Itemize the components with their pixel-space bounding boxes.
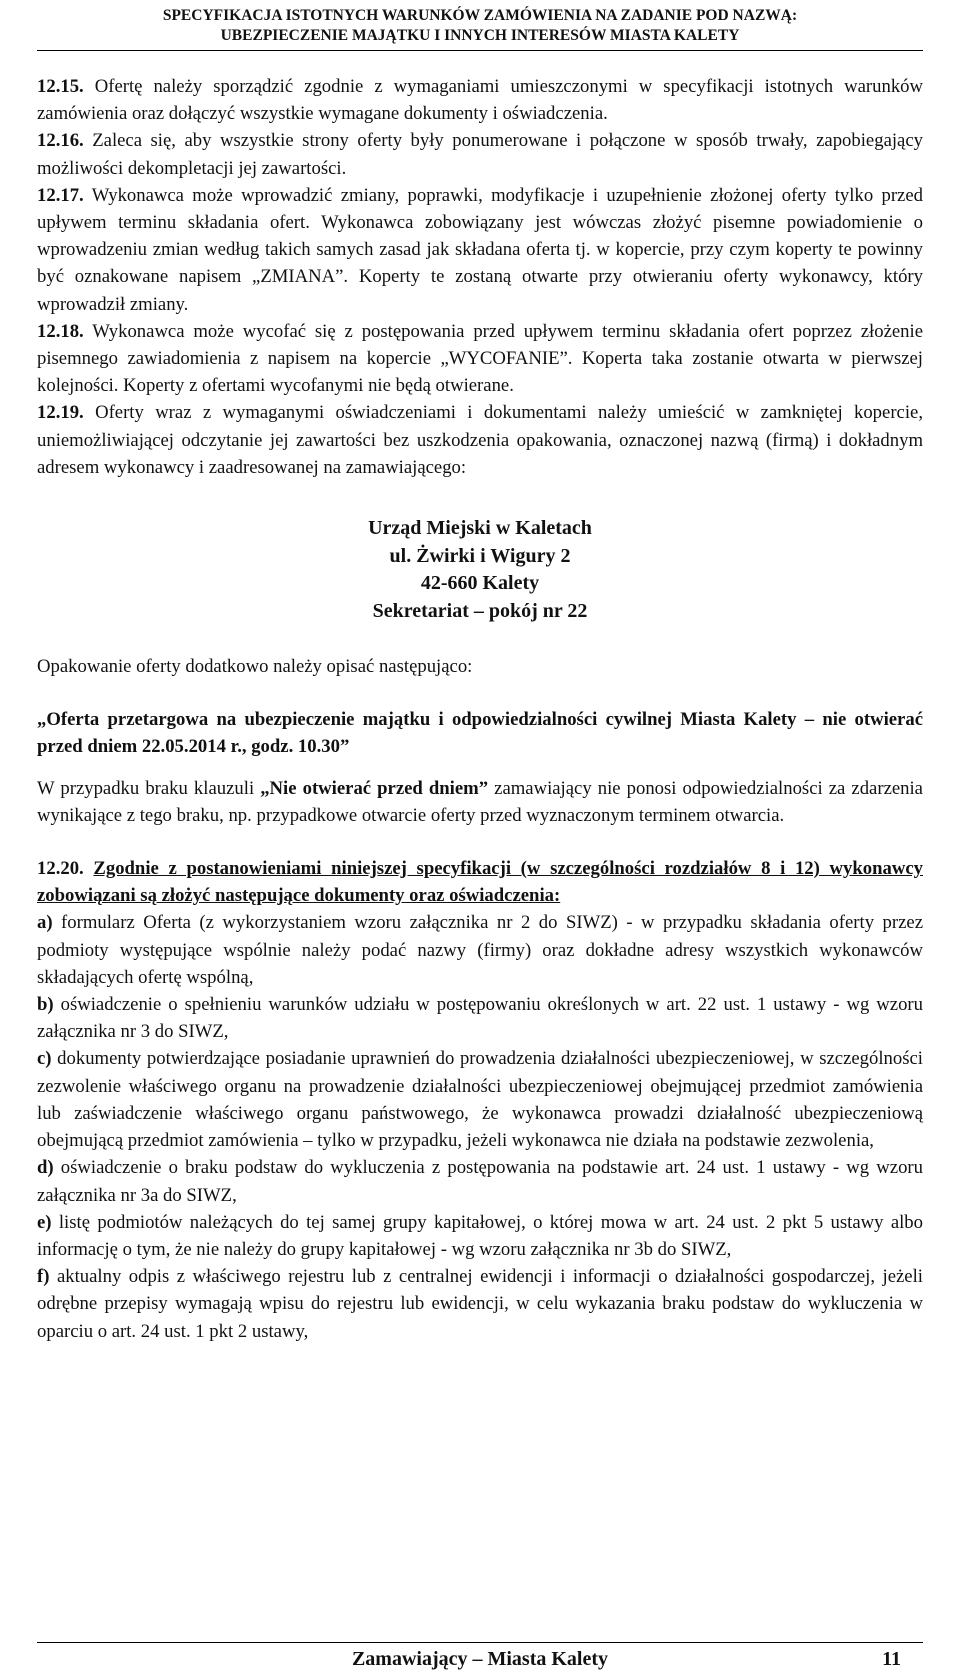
item-text: oświadczenie o spełnieniu warunków udziału w postępowaniu określonych w art. 22 ust. 1 ustawy - wg wzoru załącznika nr 3 do SIWZ, xyxy=(37,994,923,1043)
section-text: Wykonawca może wycofać się z postępowania przed upływem terminu składania ofert poprzez złożenie pisemnego zawiadomienia z napisem na kopercie „WYCOFANIE”. Koperta taka zostanie otwarta w pierwszej kolejności. Koperty z ofertami wycofanymi nie będą otwierane. xyxy=(37,320,923,397)
section-12-20 xyxy=(37,855,923,909)
header-line-2: UBEZPIECZENIE MAJĄTKU I INNYCH INTERESÓW MIASTA KALETY xyxy=(220,27,740,44)
header-divider xyxy=(37,50,923,51)
section-heading: Zgodnie z postanowieniami niniejszej specyfikacji (w szczególności rozdziałów 8 i 12) wykonawcy zobowiązani są złożyć następujące dokumenty oraz oświadczenia: xyxy=(37,858,923,907)
item-letter: d) xyxy=(37,1157,54,1179)
item-letter: f) xyxy=(37,1266,50,1288)
section-text: Wykonawca może wprowadzić zmiany, poprawki, modyfikacje i uzupełnienie złożonej oferty tylko przed upływem terminu składania ofert. Wykonawca zobowiązany jest wówczas złożyć pisemne powiadomienie o wprowadzeniu zmian według takich samych zasad jak składana oferta tj. w kopercie, przy czym koperty te powinny być oznakowane napisem „ZMIANA”. Koperty te zostaną otwarte przy otwieraniu oferty wykonawcy, który wprowadził zmiany. xyxy=(37,184,923,315)
item-text: oświadczenie o braku podstaw do wykluczenia z postępowania na podstawie art. 24 ust. 1 ustawy - wg wzoru załącznika nr 3a do SIWZ, xyxy=(37,1157,923,1206)
section-number: 12.16. xyxy=(37,130,84,152)
section-number: 12.15. xyxy=(37,76,84,97)
section-text: Zaleca się, aby wszystkie strony oferty były ponumerowane i połączone w sposób trwały, zapobiegający możliwości dekompletacji jej zawartości. xyxy=(37,130,923,179)
section-12-15 xyxy=(37,73,923,127)
address-line-4: Sekretariat – pokój nr 22 xyxy=(372,599,588,622)
item-letter: a) xyxy=(37,912,53,934)
list-item-d xyxy=(37,1154,923,1208)
item-letter: c) xyxy=(37,1048,52,1070)
clause-paragraph xyxy=(37,775,923,829)
item-text: aktualny odpis z właściwego rejestru lub z centralnej ewidencji i informacji o działalności gospodarczej, jeżeli odrębne przepisy wymagają wpisu do rejestru lub ewidencji, w celu wykazania braku podstaw do wykluczenia w oparciu o art. 24 ust. 1 pkt 2 ustawy, xyxy=(37,1266,923,1342)
item-text: listę podmiotów należących do tej samej grupy kapitałowej, o której mowa w art. 24 ust. 2 pkt 5 ustawy albo informację o tym, że nie należy do grupy kapitałowej - wg wzoru załącznika nr 3b do SIWZ, xyxy=(37,1211,923,1260)
clause-post: zamawiający nie ponosi odpowiedzialności za zdarzenia wynikające z tego braku, np. przypadkowe otwarcie oferty przed wyznaczonym terminem otwarcia. xyxy=(37,777,923,826)
list-item-f xyxy=(37,1263,923,1345)
list-item-a xyxy=(37,909,923,991)
address-line-2: ul. Żwirki i Wigury 2 xyxy=(389,544,571,567)
section-12-17 xyxy=(37,182,923,318)
page-header xyxy=(0,6,960,46)
item-text: formularz Oferta (z wykorzystaniem wzoru załącznika nr 2 do SIWZ) - w przypadku składania oferty przez podmioty występujące wspólnie należy podać nazwy (firmy) oraz dokładne adresy wszystkich wykonawców składających ofertę wspólną, xyxy=(37,912,923,988)
address-line-1: Urząd Miejski w Kaletach xyxy=(368,517,592,540)
footer-text: Zamawiający – Miasta Kalety xyxy=(351,1648,609,1670)
address-line-3: 42-660 Kalety xyxy=(420,572,540,595)
clause-pre: W przypadku braku klauzuli xyxy=(37,777,261,799)
list-item-c xyxy=(37,1045,923,1154)
list-item-e xyxy=(37,1209,923,1263)
section-text: Ofertę należy sporządzić zgodnie z wymaganiami umieszczonymi w specyfikacji istotnych warunków zamówienia oraz dołączyć wszystkie wymagane dokumenty i oświadczenia. xyxy=(37,76,923,125)
address-block xyxy=(37,515,923,625)
section-number: 12.20. xyxy=(37,858,84,880)
section-number: 12.19. xyxy=(37,402,84,424)
item-letter: e) xyxy=(37,1211,52,1233)
clause-bold: „Nie otwierać przed dniem” xyxy=(260,777,489,799)
item-letter: b) xyxy=(37,994,54,1016)
section-text: Oferty wraz z wymaganymi oświadczeniami i dokumentami należy umieścić w zamkniętej kopercie, uniemożliwiającej odczytanie jej zawartości bez uszkodzenia opakowania, oznaczonej nazwą (firmą) i dokładnym adresem wykonawcy i zaadresowanej na zamawiającego: xyxy=(37,402,923,478)
package-intro: Opakowanie oferty dodatkowo należy opisać następująco: xyxy=(37,656,473,678)
list-item-b xyxy=(37,991,923,1045)
section-12-18 xyxy=(37,318,923,400)
item-text: dokumenty potwierdzające posiadanie uprawnień do prowadzenia działalności ubezpieczeniowej, w szczególności zezwolenie właściwego organu na prowadzenie działalności ubezpieczeniowej obejmującej przedmiot zamówienia lub zaświadczenie właściwego organu państwowego, że wykonawca prowadzi działalność ubezpieczeniową obejmującą przedmiot zamówienia – tylko w przypadku, jeżeli wykonawca nie działa na podstawie zezwolenia, xyxy=(37,1048,923,1152)
section-12-19 xyxy=(37,399,923,481)
footer-divider xyxy=(37,1642,923,1643)
section-number: 12.17. xyxy=(37,184,84,206)
header-line-1: SPECYFIKACJA ISTOTNYCH WARUNKÓW ZAMÓWIENIA NA ZADANIE POD NAZWĄ: xyxy=(162,7,798,24)
page-number: 11 xyxy=(882,1648,901,1670)
section-12-16 xyxy=(37,127,923,181)
document-body xyxy=(37,73,923,1345)
package-label: „Oferta przetargowa na ubezpieczenie majątku i odpowiedzialności cywilnej Miasta Kalety – nie otwierać przed dniem 22.05.2014 r., godz. 10.30” xyxy=(37,709,923,758)
section-number: 12.18. xyxy=(37,320,84,342)
